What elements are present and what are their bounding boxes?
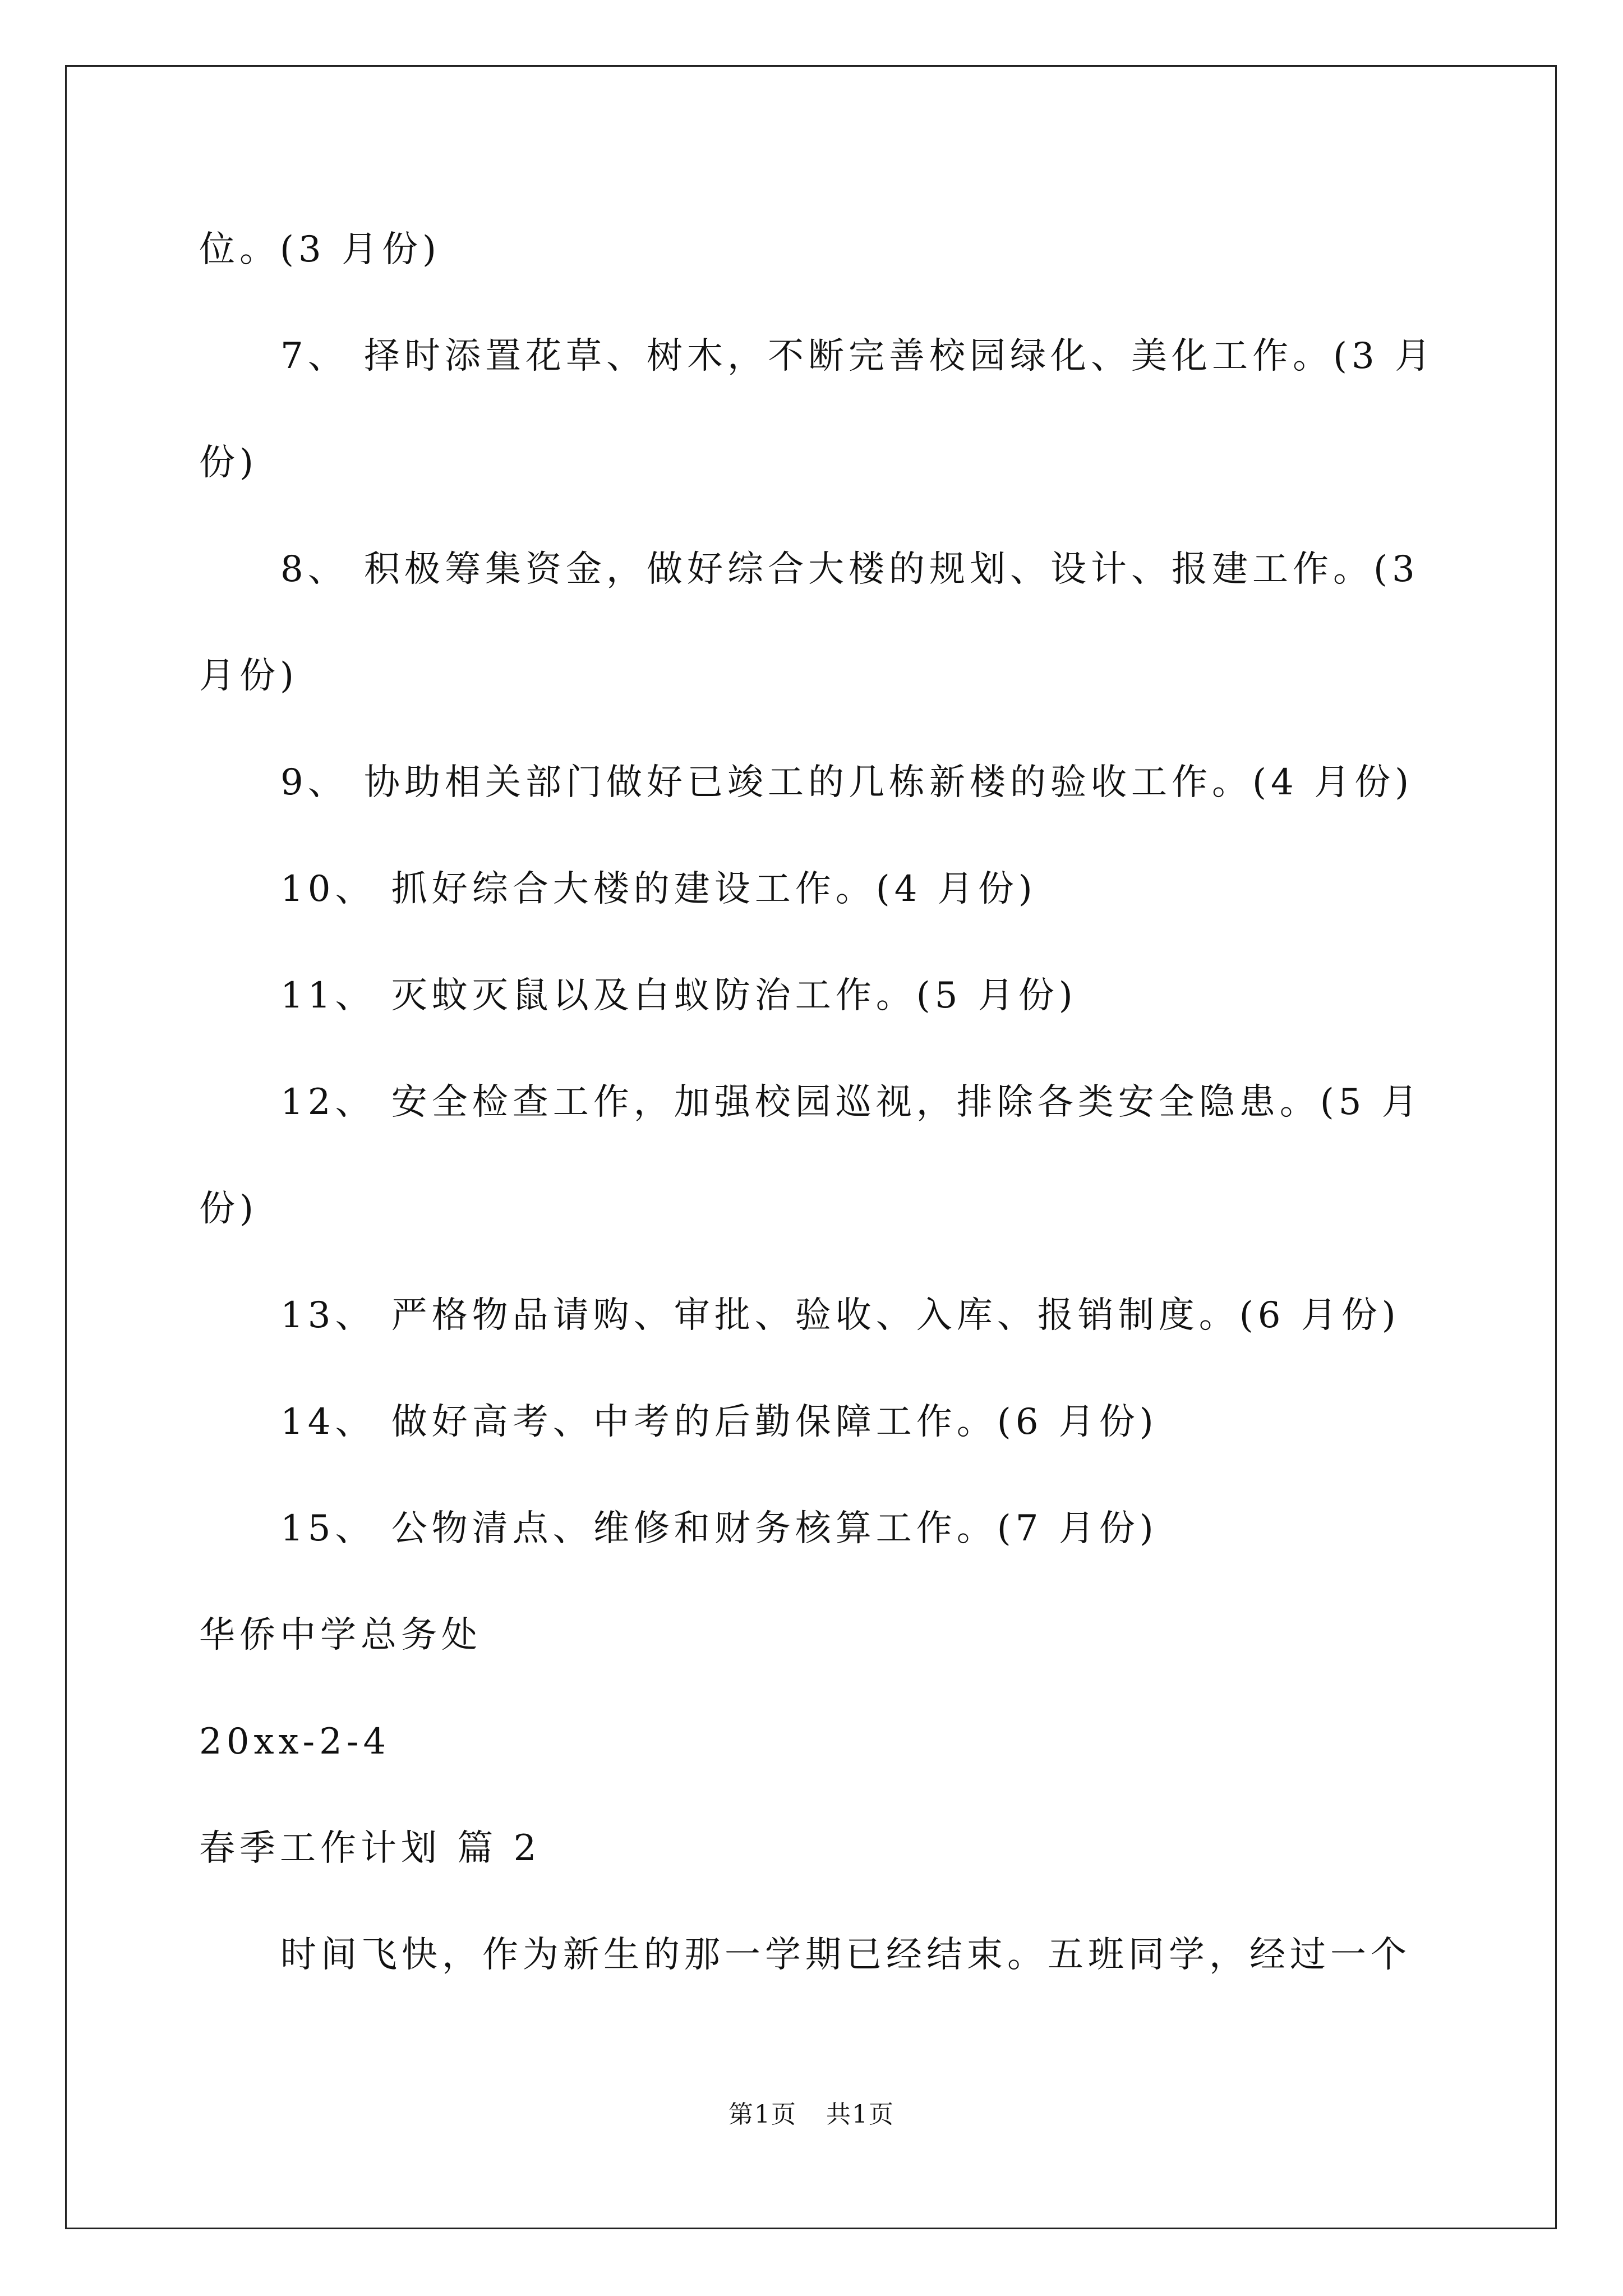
list-item: 7、 择时添置花草、树木，不断完善校园绿化、美化工作。(3 月	[280, 335, 1436, 377]
paragraph-start: 时间飞快，作为新生的那一学期已经结束。五班同学，经过一个	[280, 1934, 1411, 1976]
signature-org: 华侨中学总务处	[199, 1614, 482, 1656]
list-item: 8、 积极筹集资金，做好综合大楼的规划、设计、报建工作。(3	[280, 549, 1419, 590]
list-item: 15、 公物清点、维修和财务核算工作。(7 月份)	[280, 1508, 1158, 1549]
list-item: 14、 做好高考、中考的后勤保障工作。(6 月份)	[280, 1401, 1158, 1443]
page-frame	[65, 65, 1557, 2229]
text-line: 位。(3 月份)	[199, 229, 441, 270]
list-item: 11、 灭蚊灭鼠以及白蚁防治工作。(5 月份)	[280, 975, 1077, 1016]
text-line: 月份)	[199, 655, 298, 697]
section-heading: 春季工作计划 篇 2	[199, 1828, 541, 1869]
text-line: 份)	[199, 1188, 258, 1230]
list-item: 10、 抓好综合大楼的建设工作。(4 月份)	[280, 868, 1037, 910]
page-number: 第1页	[728, 2100, 797, 2129]
page-total: 共1页	[826, 2100, 895, 2129]
list-item: 13、 严格物品请购、审批、验收、入库、报销制度。(6 月份)	[280, 1295, 1400, 1336]
list-item: 12、 安全检查工作，加强校园巡视，排除各类安全隐患。(5 月	[280, 1082, 1422, 1123]
signature-date: 20xx-2-4	[199, 1721, 391, 1763]
text-line: 份)	[199, 442, 258, 484]
list-item: 9、 协助相关部门做好已竣工的几栋新楼的验收工作。(4 月份)	[280, 762, 1414, 803]
page-footer	[0, 2098, 1623, 2132]
